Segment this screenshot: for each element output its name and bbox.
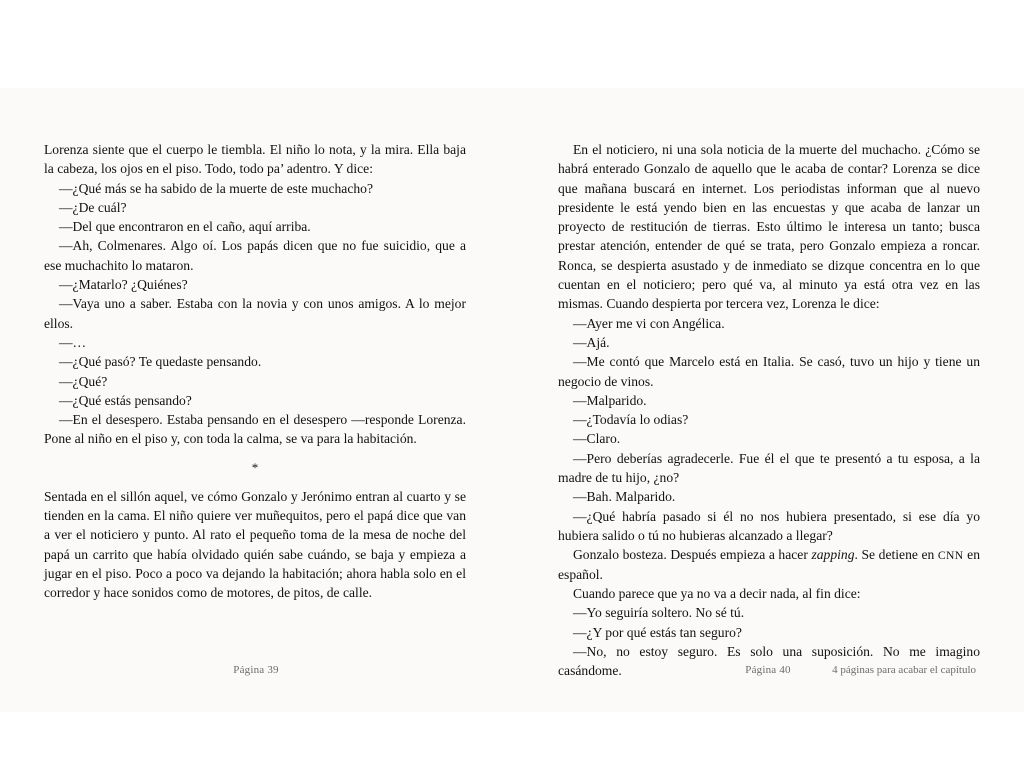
paragraph: —¿Y por qué estás tan seguro? <box>572 624 742 640</box>
paragraph: Cuando parece que ya no va a decir nada, al fin dice: <box>572 585 861 601</box>
paragraph: —¿Qué habría pasado si él no nos hubiera presentado, si ese día yo hubiera salido o tú no hubieras alcanzado a llegar? <box>558 508 980 543</box>
paragraph: —¿Matarlo? ¿Quiénes? <box>58 277 188 293</box>
paragraph: Lorenza siente que el cuerpo le tiembla. El niño lo nota, y la mira. Ella baja la cabeza, los ojos en el piso. Todo, todo pa’ adentro. Y dice: <box>44 142 466 177</box>
paragraph: —Yo seguiría soltero. No sé tú. <box>572 605 745 621</box>
page-number-left: Página 39 <box>233 664 279 676</box>
page-left-text <box>0 140 512 652</box>
paragraph: —No, no estoy seguro. Es solo una suposición. No me imagino casándome. <box>558 643 980 679</box>
paragraph: —Ah, Colmenares. Algo oí. Los papás dicen que no fue suicidio, que a ese muchachito lo mataron. <box>44 238 466 273</box>
paragraph-zapping <box>558 545 980 584</box>
paragraph: —Claro. <box>572 431 621 447</box>
page-right[interactable] <box>512 88 1024 712</box>
paragraph: —Vaya uno a saber. Estaba con la novia y con unos amigos. A lo mejor ellos. <box>44 296 466 331</box>
text-segment: en español. <box>558 547 980 582</box>
text-segment: Gonzalo bosteza. Después empieza a hacer <box>572 547 812 563</box>
paragraph: —¿Qué más se ha sabido de la muerte de este muchacho? <box>58 180 373 196</box>
paragraph: —En el desespero. Estaba pensando en el desespero —responde Lorenza. Pone al niño en el piso y, con toda la calma, se va para la habitación. <box>44 412 466 447</box>
paragraph: —Ayer me vi con Angélica. <box>572 315 725 331</box>
text-segment-italic: zapping <box>811 547 855 563</box>
paragraph: —¿Qué estás pensando? <box>58 392 192 408</box>
paragraph: —Malparido. <box>572 392 647 408</box>
paragraph: —Ajá. <box>572 334 610 350</box>
paragraph: Sentada en el sillón aquel, ve cómo Gonzalo y Jerónimo entran al cuarto y se tienden en la cama. El niño quiere ver muñequitos, pero el papá dice que van a ver el noticiero y punto. Al rato el pequeño toma de la mesa de noche del papá un carrito que había olvidado quién sabe cuándo, se baja y empieza a jugar en el piso. Poco a poco va dejando la habitación; ahora habla solo en el corredor y hace sonidos como de motores, de pitos, de calle. <box>44 488 466 601</box>
text-segment: . Se detiene en <box>854 547 938 563</box>
ebook-reader[interactable] <box>0 88 1024 712</box>
paragraph: En el noticiero, ni una sola noticia de la muerte del muchacho. ¿Cómo se habrá enterado Gonzalo de aquello que le acaba de contar? Lorenza se dice que mañana buscará en internet. Los periodistas informan que al nuevo presidente le está yendo bien en las encuestas y que acaba de lanzar un proyecto de restitución de tierras. Esto último le interesa un tanto; busca prestar atención, entender de qué se trata, pero Gonzalo empieza a roncar. Ronca, se despierta asustado y de inmediato se dizque concentra en lo que cuentan en el noticiero; pero qué va, al minuto ya está otra vez en las mismas. Cuando despierta por tercera vez, Lorenza le dice: <box>558 142 980 312</box>
section-divider: * <box>251 459 259 475</box>
paragraph: —Me contó que Marcelo está en Italia. Se casó, tuvo un hijo y tiene un negocio de vinos. <box>558 354 980 389</box>
paragraph: —Pero deberías agradecerle. Fue él el que te presentó a tu esposa, a la madre de tu hijo, ¿no? <box>558 450 980 486</box>
paragraph: —¿De cuál? <box>58 199 127 215</box>
paragraph: —Bah. Malparido. <box>572 489 676 505</box>
page-right-footer <box>512 664 1024 676</box>
page-number-right: Página 40 <box>745 664 791 676</box>
chapter-remaining-label: 4 páginas para acabar el capítulo <box>832 664 976 676</box>
paragraph: —¿Todavía lo odias? <box>572 412 689 428</box>
page-left-footer <box>0 664 512 676</box>
page-spread <box>0 88 1024 712</box>
text-segment-smallcaps: CNN <box>937 549 964 563</box>
page-left[interactable] <box>0 88 512 712</box>
paragraph: —… <box>58 334 87 350</box>
paragraph: —¿Qué? <box>58 373 108 389</box>
paragraph: —Del que encontraron en el caño, aquí arriba. <box>58 219 311 235</box>
paragraph: —¿Qué pasó? Te quedaste pensando. <box>58 354 262 370</box>
